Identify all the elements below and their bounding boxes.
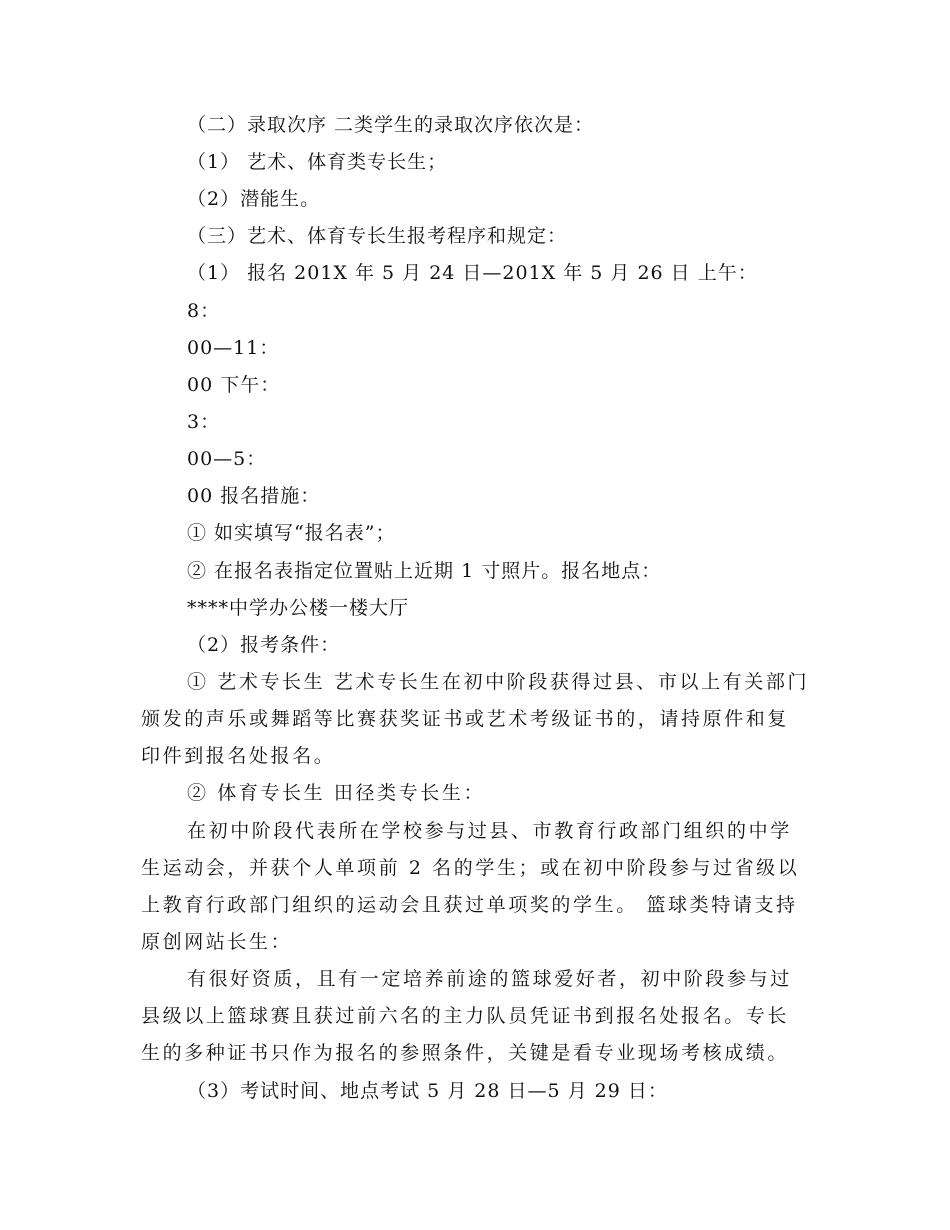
registration-measure-1: ① 如实填写“报名表”； (187, 522, 396, 544)
art-specialty-paragraph-line-3: 印件到报名处报名。 (141, 745, 336, 767)
track-field-paragraph-line-3: 上教育行政部门组织的运动会且获过单项奖的学生。 篮球类特请支持 (141, 894, 798, 916)
registration-time-line-1: 8： (187, 300, 221, 322)
registration-measures-heading: 00 报名措施： (187, 485, 321, 507)
registration-measure-2: ② 在报名表指定位置贴上近期 1 寸照片。报名地点： (187, 560, 662, 582)
exam-time-location-heading: （3）考试时间、地点考试 5 月 28 日—5 月 29 日： (187, 1080, 668, 1102)
track-field-paragraph-line-1: 在初中阶段代表所在学校参与过县、市教育行政部门组织的中学 (187, 820, 792, 842)
basketball-paragraph-line-2: 县级以上篮球赛且获过前六名的主力队员凭证书到报名处报名。专长 (141, 1005, 790, 1027)
sports-specialty-heading: ② 体育专长生 田径类专长生： (187, 782, 486, 804)
registration-time-line-5: 00—5： (187, 448, 267, 470)
art-specialty-paragraph-line-1: ① 艺术专长生 艺术专长生在初中阶段获得过县、市以上有关部门 (187, 671, 810, 693)
basketball-paragraph-line-1: 有很好资质，且有一定培养前途的篮球爱好者，初中阶段参与过 (187, 968, 792, 990)
admission-order-item-1: （1） 艺术、体育类专长生； (187, 151, 448, 173)
art-specialty-paragraph-line-2: 颁发的声乐或舞蹈等比赛获奖证书或艺术考级证书的，请持原件和复 (141, 708, 790, 730)
basketball-heading: 原创网站长生： (141, 931, 293, 953)
section-2-heading: （二）录取次序 二类学生的录取次序依次是： (187, 114, 595, 136)
registration-date-line: （1） 报名 201X 年 5 月 24 日—201X 年 5 月 26 日 上午： (187, 262, 758, 284)
basketball-paragraph-line-3: 生的多种证书只作为报名的参照条件，关键是看专业现场考核成绩。 (141, 1042, 790, 1064)
eligibility-heading: （2）报考条件： (187, 634, 341, 656)
track-field-paragraph-line-2: 生运动会，并获个人单项前 2 名的学生；或在初中阶段参与过省级以 (141, 857, 800, 879)
registration-time-line-2: 00—11： (187, 337, 280, 359)
section-3-heading: （三）艺术、体育专长生报考程序和规定： (187, 225, 568, 247)
registration-location: ****中学办公楼一楼大厅 (187, 597, 410, 619)
admission-order-item-2: （2）潜能生。 (187, 188, 321, 210)
registration-time-line-4: 3： (187, 411, 221, 433)
registration-time-line-3: 00 下午： (187, 374, 281, 396)
